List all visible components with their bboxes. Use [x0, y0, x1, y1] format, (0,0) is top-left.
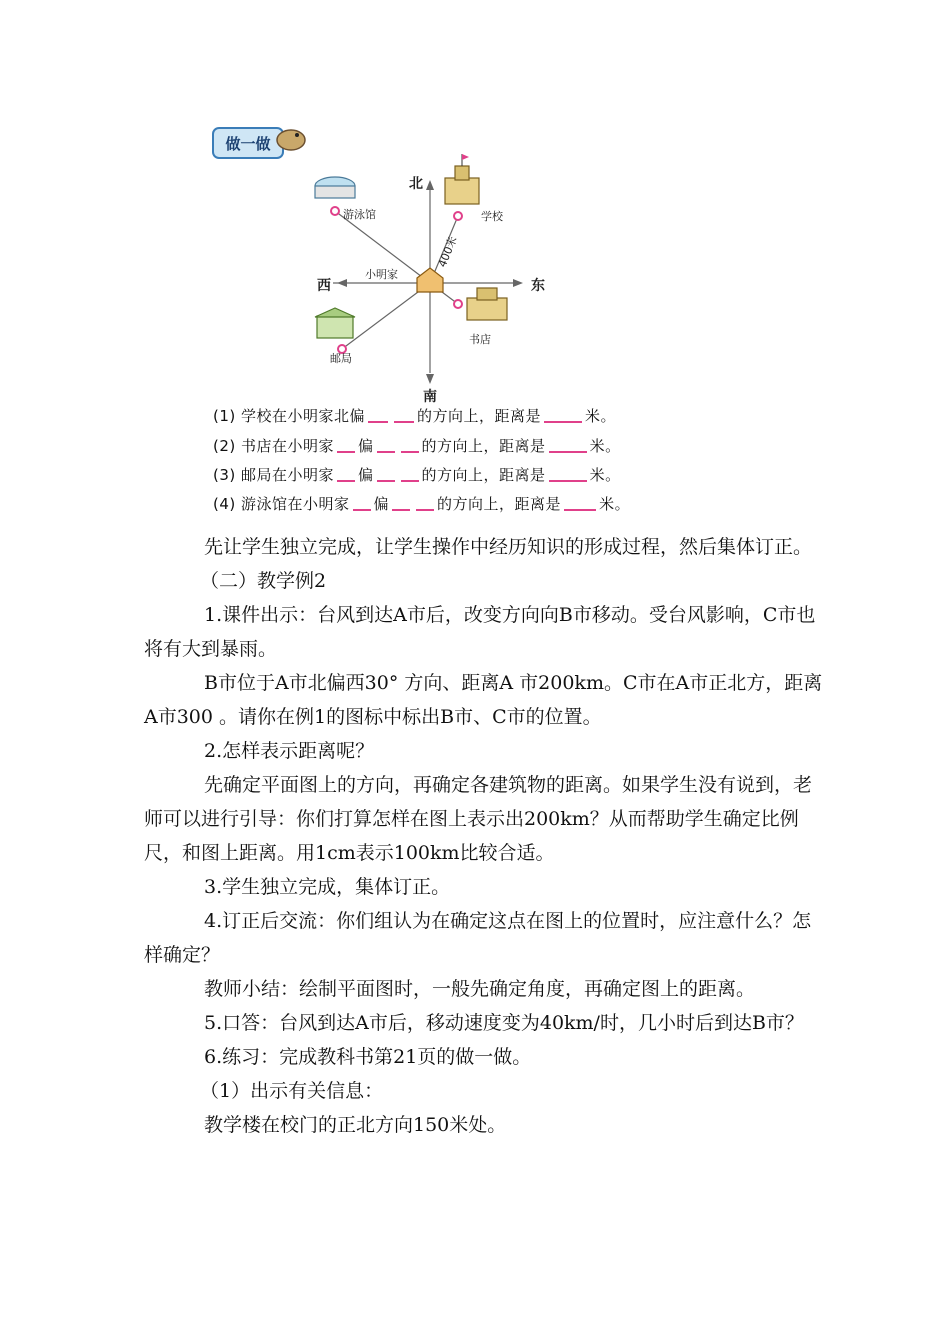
question-2: (2) 书店在小明家 偏 的方向上，距离是 米。	[213, 437, 621, 455]
post-label: 邮局	[330, 352, 352, 365]
school-building-icon	[445, 154, 479, 204]
blank[interactable]	[353, 495, 371, 511]
question-1: (1) 学校在小明家北偏 的方向上，距离是 米。	[213, 407, 617, 425]
direction-map	[205, 118, 665, 418]
paragraph: 5.口答：台风到达A市后，移动速度变为40km/时，几小时后到达B市？	[204, 1012, 804, 1034]
east-label: 东	[531, 278, 545, 294]
blank[interactable]	[377, 466, 395, 482]
blank[interactable]	[549, 466, 587, 482]
center-label: 小明家	[365, 268, 398, 281]
paragraph: 1.课件出示：台风到达A市后，改变方向向B市移动。受台风影响，C市也将有大到暴雨。	[144, 604, 816, 660]
bookstore-label: 书店	[469, 333, 491, 346]
blank[interactable]	[416, 495, 434, 511]
blank[interactable]	[337, 466, 355, 482]
paragraph: 3.学生独立完成，集体订正。	[204, 876, 451, 898]
blank[interactable]	[394, 407, 414, 423]
home-icon	[417, 268, 443, 292]
section-heading: （二）教学例2	[200, 570, 327, 592]
paragraph: 教师小结：绘制平面图时，一般先确定角度，再确定图上的距离。	[204, 978, 756, 1000]
paragraph: 先确定平面图上的方向，再确定各建筑物的距离。如果学生没有说到，老师可以进行引导：你们打算怎样在图上表示出200km？从而帮助学生确定比例尺，和图上距离。用1cm表示100km比较合适。	[144, 774, 813, 864]
paragraph: （1）出示有关信息：	[200, 1080, 384, 1102]
blank[interactable]	[401, 437, 419, 453]
badge	[213, 128, 305, 158]
paragraph: 先让学生独立完成，让学生操作中经历知识的形成过程，然后集体订正。	[204, 536, 813, 558]
direction-map-figure	[205, 118, 665, 523]
paragraph: 4.订正后交流：你们组认为在确定这点在图上的位置时，应注意什么？怎样确定？	[144, 910, 812, 966]
pool-label: 游泳馆	[343, 208, 376, 221]
question-3: (3) 邮局在小明家 偏 的方向上，距离是 米。	[213, 466, 621, 484]
pool-point	[331, 207, 339, 215]
blank[interactable]	[564, 495, 596, 511]
school-point	[454, 212, 462, 220]
blank[interactable]	[544, 407, 582, 423]
bookstore-building-icon	[467, 288, 507, 320]
school-label: 学校	[481, 210, 503, 223]
blank[interactable]	[392, 495, 410, 511]
north-label: 北	[409, 176, 423, 192]
blank[interactable]	[549, 437, 587, 453]
blank[interactable]	[337, 437, 355, 453]
blank[interactable]	[368, 407, 388, 423]
paragraph: 2.怎样表示距离呢？	[204, 740, 375, 762]
post-office-building-icon	[315, 308, 355, 338]
south-label: 南	[423, 389, 437, 405]
west-label: 西	[317, 278, 331, 294]
paragraph: B市位于A市北偏西30° 方向、距离A 市200km。C市在A市正北方，距离A市300 。请你在例1的图标中标出B市、C市的位置。	[144, 672, 823, 728]
blank[interactable]	[377, 437, 395, 453]
distance-label: 400米	[435, 234, 460, 270]
blank[interactable]	[401, 466, 419, 482]
bookstore-point	[454, 300, 462, 308]
paragraph: 6.练习：完成教科书第21页的做一做。	[204, 1046, 532, 1068]
pool-building-icon	[315, 177, 355, 198]
question-4: (4) 游泳馆在小明家 偏 的方向上，距离是 米。	[213, 495, 631, 513]
mouse-icon	[277, 130, 305, 150]
paragraph: 教学楼在校门的正北方向150米处。	[204, 1114, 507, 1136]
lesson-body	[144, 530, 824, 1142]
badge-text: 做一做	[225, 135, 271, 153]
